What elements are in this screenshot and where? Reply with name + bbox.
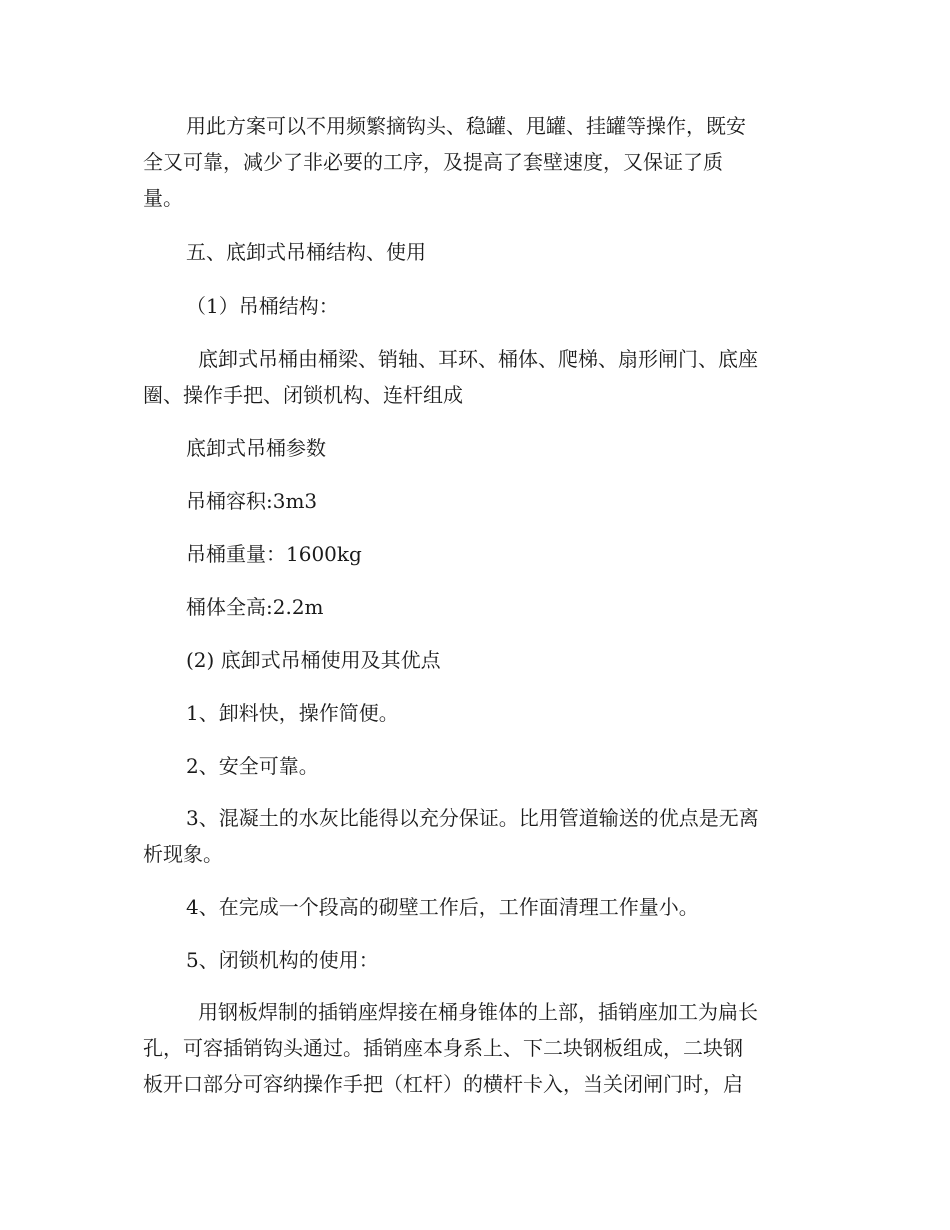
text-line: 全又可靠，减少了非必要的工序，及提高了套壁速度，又保证了质 bbox=[143, 150, 723, 174]
text-line: 量。 bbox=[143, 186, 183, 210]
text-line: 用钢板焊制的插销座焊接在桶身锥体的上部，插销座加工为扁长 bbox=[198, 1000, 758, 1024]
text-line: 吊桶容积:3m3 bbox=[186, 489, 318, 513]
param-weight bbox=[143, 536, 808, 572]
list-item-5 bbox=[143, 942, 808, 978]
text-line: 桶体全高:2.2m bbox=[186, 595, 324, 619]
text-line: 孔，可容插销钩头通过。插销座本身系上、下二块钢板组成，二块钢 bbox=[143, 1036, 743, 1060]
subsection-heading-usage bbox=[143, 642, 808, 678]
list-item-2 bbox=[143, 748, 808, 784]
text-line: 5、闭锁机构的使用： bbox=[186, 948, 379, 972]
text-line: (2) 底卸式吊桶使用及其优点 bbox=[186, 648, 441, 672]
text-line: 底卸式吊桶由桶梁、销轴、耳环、桶体、爬梯、扇形闸门、底座 bbox=[198, 347, 758, 371]
text-line: 吊桶重量：1600kg bbox=[186, 542, 362, 566]
text-line: 用此方案可以不用频繁摘钩头、稳罐、甩罐、挂罐等操作，既安 bbox=[186, 114, 746, 138]
subsection-heading-structure bbox=[143, 288, 808, 324]
section-heading bbox=[143, 234, 808, 270]
text-line: （1）吊桶结构： bbox=[186, 294, 339, 318]
param-volume bbox=[143, 483, 808, 519]
paragraph-lock-mechanism bbox=[143, 994, 808, 1102]
text-line: 圈、操作手把、闭锁机构、连杆组成 bbox=[143, 383, 463, 407]
text-line: 1、卸料快，操作简便。 bbox=[186, 701, 399, 725]
list-item-1 bbox=[143, 695, 808, 731]
list-item-4 bbox=[143, 889, 808, 925]
params-heading bbox=[143, 430, 808, 466]
text-line: 3、混凝土的水灰比能得以充分保证。比用管道输送的优点是无离 bbox=[186, 806, 759, 830]
paragraph-intro bbox=[143, 108, 808, 216]
text-line: 底卸式吊桶参数 bbox=[186, 436, 326, 460]
text-line: 2、安全可靠。 bbox=[186, 754, 319, 778]
text-line: 4、在完成一个段高的砌壁工作后，工作面清理工作量小。 bbox=[186, 895, 699, 919]
text-line: 五、底卸式吊桶结构、使用 bbox=[186, 240, 426, 264]
text-line: 板开口部分可容纳操作手把（杠杆）的横杆卡入，当关闭闸门时，启 bbox=[143, 1072, 743, 1096]
param-height bbox=[143, 589, 808, 625]
text-line: 析现象。 bbox=[143, 842, 223, 866]
paragraph-structure-desc bbox=[143, 341, 808, 413]
list-item-3 bbox=[143, 800, 808, 872]
